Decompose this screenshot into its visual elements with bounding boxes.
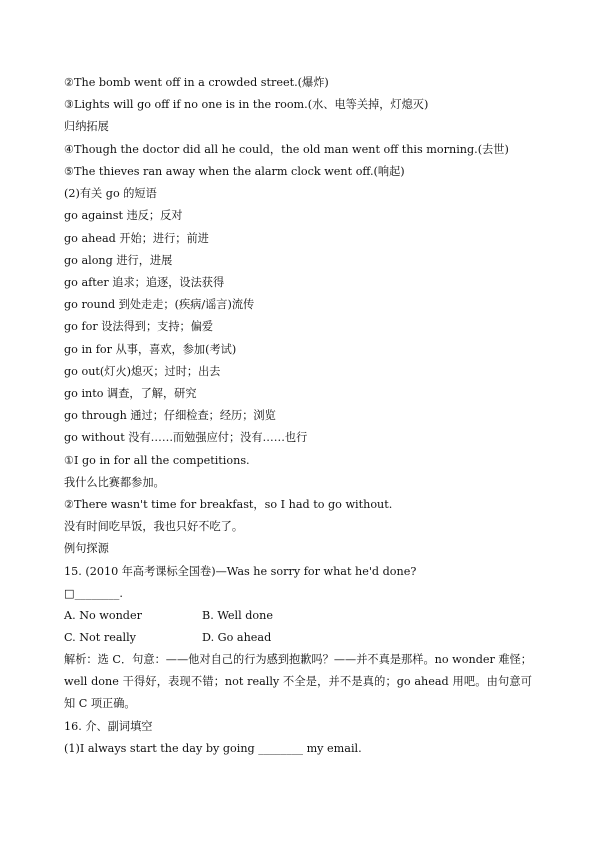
translation-go-in-for: 我什么比赛都参加。	[64, 476, 165, 489]
question-15-blank: □________.	[64, 587, 123, 600]
example-go-without: ②There wasn't time for breakfast，so I had to go without.	[64, 498, 393, 511]
phrase-go-against: go against 违反；反对	[64, 209, 183, 222]
option-c: C. Not really	[64, 631, 136, 644]
phrase-go-round: go round 到处走走；(疾病/谣言)流传	[64, 298, 255, 311]
phrase-go-along: go along 进行，进展	[64, 254, 173, 267]
section-heading-example-source: 例句探源	[64, 542, 109, 555]
phrase-go-for: go for 设法得到；支持；偏爱	[64, 320, 214, 333]
question-15-options-row-1	[64, 609, 273, 623]
question-15-stem: 15. (2010 年高考课标全国卷)—Was he sorry for what he'd done?	[64, 565, 417, 578]
phrase-go-without: go without 没有……而勉强应付；没有……也行	[64, 431, 308, 444]
phrase-go-in-for: go in for 从事，喜欢，参加(考试)	[64, 343, 237, 356]
example-lights: ③Lights will go off if no one is in the room.(水、电等关掉，灯熄灭)	[64, 98, 429, 111]
question-16-item-1: (1)I always start the day by going ________ my email.	[64, 742, 362, 755]
phrase-go-ahead: go ahead 开始；进行；前进	[64, 232, 209, 245]
section-heading-go-phrases: (2)有关 go 的短语	[64, 187, 157, 200]
question-15-options-row-2	[64, 631, 271, 645]
section-heading-summary: 归纳拓展	[64, 120, 109, 133]
example-doctor: ④Though the doctor did all he could，the old man went off this morning.(去世)	[64, 143, 509, 156]
example-go-in-for: ①I go in for all the competitions.	[64, 454, 250, 467]
translation-go-without: 没有时间吃早饭，我也只好不吃了。	[64, 520, 244, 533]
option-d: D. Go ahead	[202, 631, 272, 644]
option-a: A. No wonder	[64, 609, 142, 622]
option-b: B. Well done	[202, 609, 273, 622]
phrase-go-through: go through 通过；仔细检查；经历；浏览	[64, 409, 276, 422]
example-bomb: ②The bomb went off in a crowded street.(爆炸)	[64, 76, 329, 89]
phrase-go-after: go after 追求；追逐，设法获得	[64, 276, 225, 289]
question-15-analysis: 解析：选 C．句意：——他对自己的行为感到抱歉吗？——并不真是那样。no wonder 难怪；well done 干得好，表现不错；not really 不全是，并不是真的；go ahead 用吧。由句意可知 C 项正确。	[64, 653, 532, 710]
example-thieves: ⑤The thieves ran away when the alarm clock went off.(响起)	[64, 165, 405, 178]
phrase-go-into: go into 调查，了解，研究	[64, 387, 197, 400]
question-16-title: 16. 介、副词填空	[64, 720, 153, 733]
phrase-go-out: go out(灯火)熄灭；过时；出去	[64, 365, 221, 378]
